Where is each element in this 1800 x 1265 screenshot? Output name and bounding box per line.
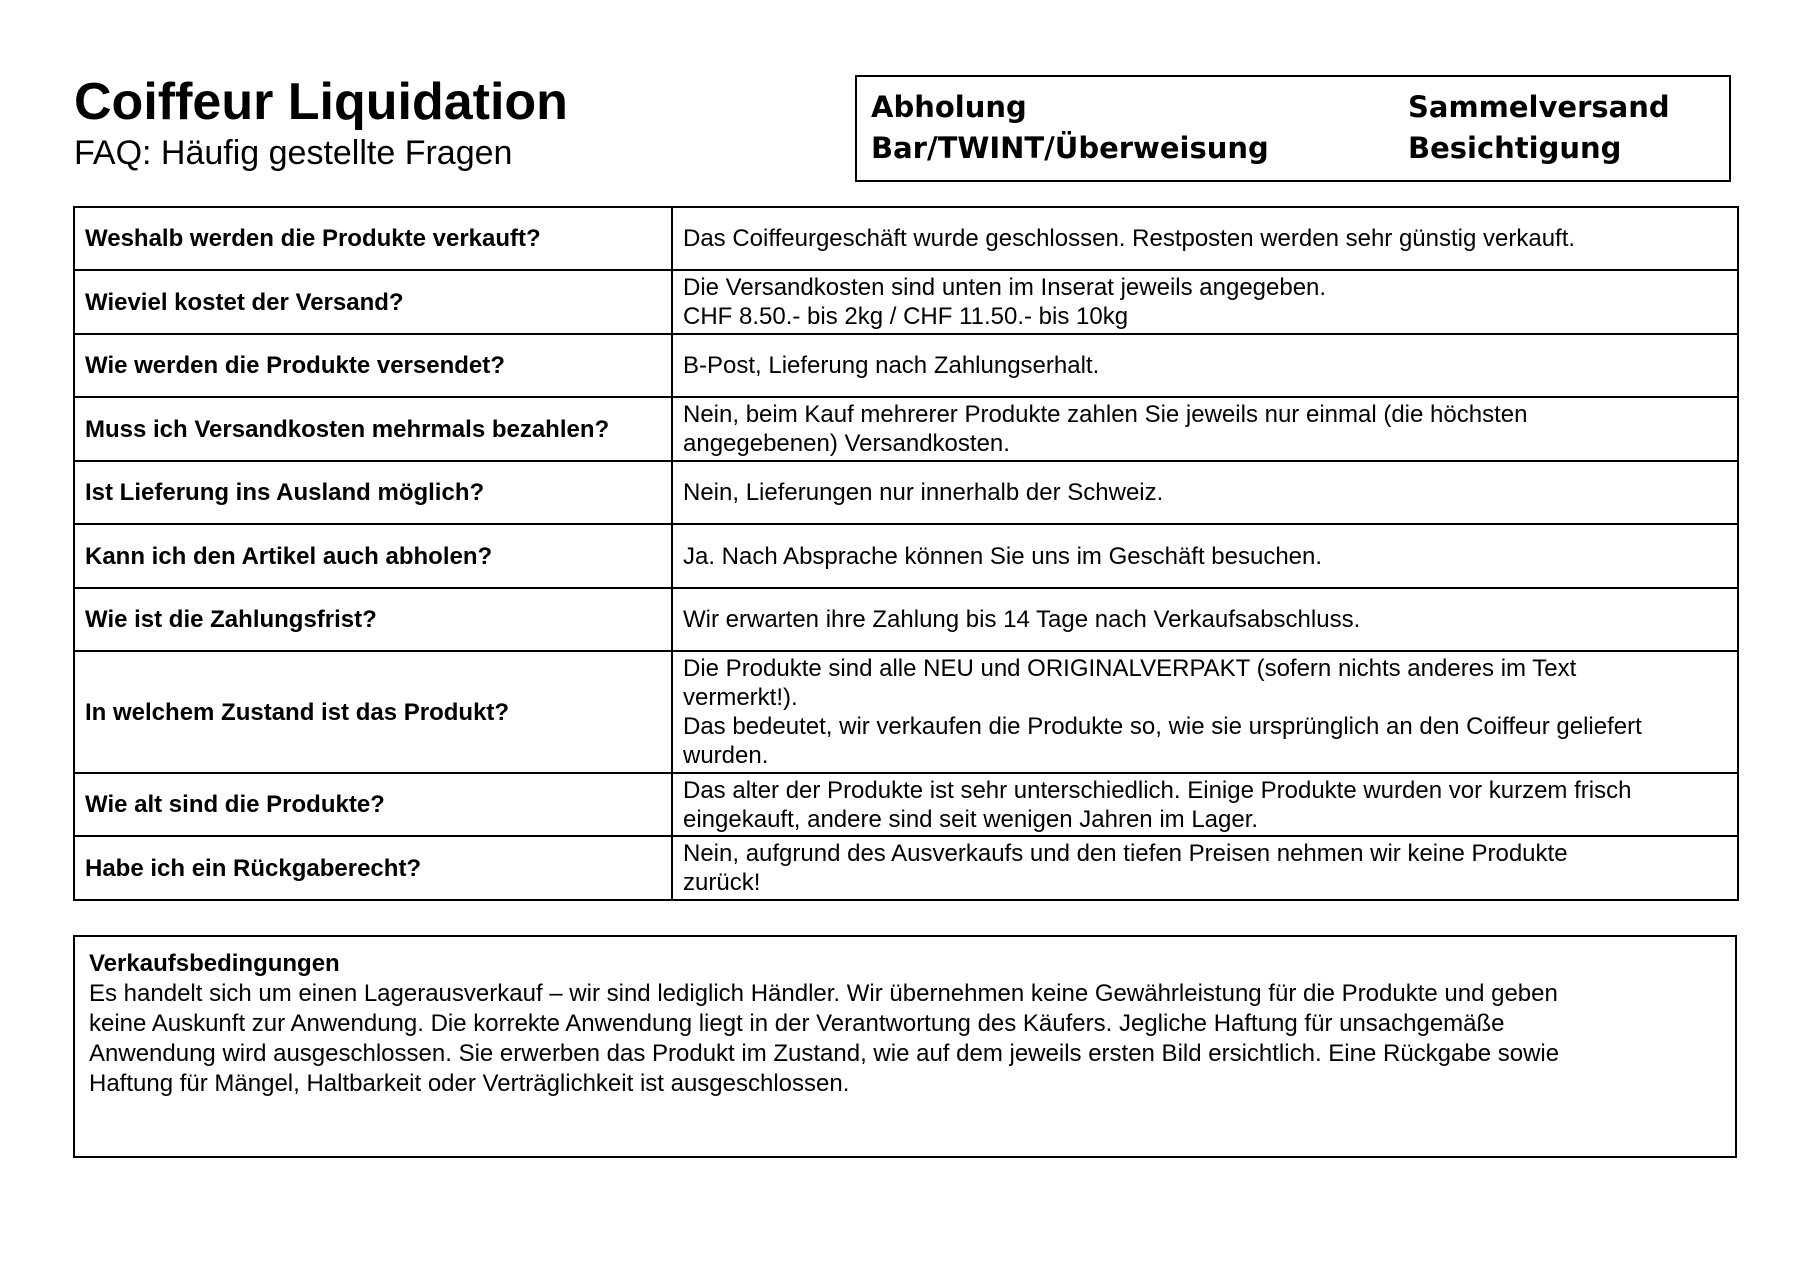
- answer-line: Nein, Lieferungen nur innerhalb der Schweiz.: [683, 479, 1164, 506]
- table-row: [74, 461, 1738, 524]
- faq-question: Habe ich ein Rückgaberecht?: [74, 836, 672, 900]
- info-payment: Bar/TWINT/Überweisung: [871, 131, 1269, 165]
- faq-answer: [672, 207, 1738, 270]
- faq-question: Wieviel kostet der Versand?: [74, 270, 672, 334]
- faq-question: Wie ist die Zahlungsfrist?: [74, 588, 672, 651]
- table-row: [74, 270, 1738, 334]
- info-box: [855, 75, 1731, 182]
- table-row: [74, 334, 1738, 397]
- answer-line: Wir erwarten ihre Zahlung bis 14 Tage nach Verkaufsabschluss.: [683, 606, 1361, 633]
- answer-line: Nein, aufgrund des Ausverkaufs und den tiefen Preisen nehmen wir keine Produkte: [683, 840, 1568, 867]
- table-row: [74, 397, 1738, 461]
- terms-line: Es handelt sich um einen Lagerausverkauf – wir sind lediglich Händler. Wir übernehmen keine Gewährleistung für die Produkte und geben: [89, 980, 1558, 1007]
- faq-table: [73, 206, 1739, 901]
- table-row: [74, 773, 1738, 836]
- faq-question: Muss ich Versandkosten mehrmals bezahlen?: [74, 397, 672, 461]
- answer-line: Die Produkte sind alle NEU und ORIGINALVERPAKT (sofern nichts anderes im Text: [683, 655, 1577, 682]
- faq-answer: [672, 651, 1738, 773]
- page-subtitle: FAQ: Häufig gestellte Fragen: [74, 134, 513, 172]
- faq-answer: [672, 773, 1738, 836]
- terms-line: Haftung für Mängel, Haltbarkeit oder Verträglichkeit ist ausgeschlossen.: [89, 1070, 850, 1097]
- answer-line: Das alter der Produkte ist sehr unterschiedlich. Einige Produkte wurden vor kurzem frisch: [683, 776, 1632, 804]
- answer-line: Ja. Nach Absprache können Sie uns im Geschäft besuchen.: [683, 542, 1323, 570]
- faq-answer: [672, 397, 1738, 461]
- faq-question: Wie werden die Produkte versendet?: [74, 334, 672, 397]
- terms-line: keine Auskunft zur Anwendung. Die korrekte Anwendung liegt in der Verantwortung des Käufers. Jegliche Haftung für unsachgemäße: [89, 1010, 1505, 1037]
- answer-line: Das bedeutet, wir verkaufen die Produkte so, wie sie ursprünglich an den Coiffeur geliefert: [683, 713, 1642, 740]
- answer-line: zurück!: [683, 869, 761, 896]
- faq-answer: [672, 524, 1738, 588]
- answer-line: eingekauft, andere sind seit wenigen Jahren im Lager.: [683, 805, 1259, 833]
- faq-answer: [672, 270, 1738, 334]
- page-title: Coiffeur Liquidation: [74, 73, 568, 131]
- answer-line: Nein, beim Kauf mehrerer Produkte zahlen Sie jeweils nur einmal (die höchsten: [683, 401, 1528, 428]
- table-row: [74, 651, 1738, 773]
- terms-line: Anwendung wird ausgeschlossen. Sie erwerben das Produkt im Zustand, wie auf dem jeweils ersten Bild ersichtlich. Eine Rückgabe sowie: [89, 1040, 1560, 1067]
- table-row: [74, 588, 1738, 651]
- faq-answer: [672, 836, 1738, 900]
- faq-answer: [672, 588, 1738, 651]
- answer-line: vermerkt!).: [683, 684, 798, 711]
- terms-box: [73, 935, 1737, 1158]
- table-row: [74, 207, 1738, 270]
- answer-line: Das Coiffeurgeschäft wurde geschlossen. Restposten werden sehr günstig verkauft.: [683, 225, 1576, 252]
- info-viewing: Besichtigung: [1408, 131, 1622, 165]
- answer-line: Die Versandkosten sind unten im Inserat jeweils angegeben.: [683, 274, 1327, 301]
- table-row: [74, 524, 1738, 588]
- answer-line: CHF 8.50.- bis 2kg / CHF 11.50.- bis 10kg: [683, 303, 1129, 330]
- answer-line: angegebenen) Versandkosten.: [683, 430, 1010, 457]
- info-pickup: Abholung: [871, 90, 1027, 124]
- answer-line: B-Post, Lieferung nach Zahlungserhalt.: [683, 352, 1100, 379]
- faq-answer: [672, 334, 1738, 397]
- info-shipping: Sammelversand: [1408, 90, 1670, 124]
- table-row: [74, 836, 1738, 900]
- faq-question: Weshalb werden die Produkte verkauft?: [74, 207, 672, 270]
- faq-question: Ist Lieferung ins Ausland möglich?: [74, 461, 672, 524]
- faq-question: Kann ich den Artikel auch abholen?: [74, 524, 672, 588]
- faq-question: Wie alt sind die Produkte?: [74, 773, 672, 836]
- answer-line: wurden.: [683, 742, 769, 769]
- faq-question: In welchem Zustand ist das Produkt?: [74, 651, 672, 773]
- terms-heading: Verkaufsbedingungen: [89, 950, 340, 977]
- faq-answer: [672, 461, 1738, 524]
